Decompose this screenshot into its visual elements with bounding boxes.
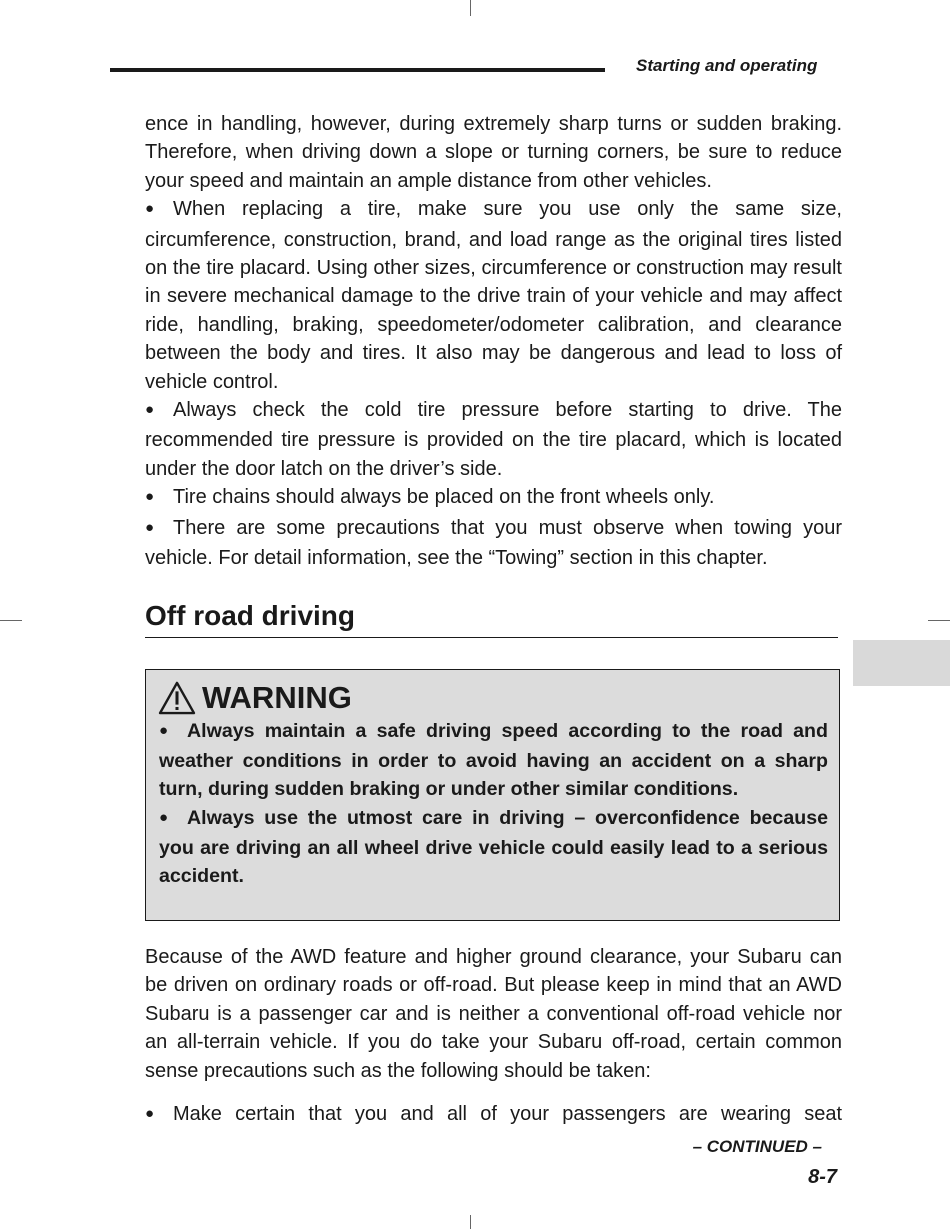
paragraph: Because of the AWD feature and higher ground clearance, your Subaru can be driven on ordinary roads or off-road. But please keep in mind that an AWD Subaru is a passenger car and is neither a conventional off-road vehicle nor an all-terrain vehicle. If you do take your Subaru off-road, certain common sense precautions such as the following should be taken:: [145, 946, 842, 1082]
bullet-item: ●Always check the cold tire pressure before starting to drive. The recommended tire pressure is provided on the tire placard, which is located under the door latch on the driver’s side.: [145, 396, 842, 483]
intro-text: [145, 110, 842, 573]
bullet-item: ●When replacing a tire, make sure you use only the same size, circumference, construction, brand, and load range as the original tires listed on the tire placard. Using other sizes, circumference or construction may result in severe mechanical damage to the drive train of your vehicle and may affect ride, handling, braking, speedometer/odometer calibration, and clearance between the body and tires. It also may be dangerous and lead to loss of vehicle control.: [145, 195, 842, 396]
crop-mark-bottom: [470, 1215, 471, 1229]
bullet-item: ●There are some precautions that you must observe when towing your vehicle. For detail information, see the “Towing” section in this chapter.: [145, 514, 842, 573]
bullet-icon: [145, 1100, 173, 1130]
bullet-icon: [145, 514, 173, 544]
warning-item: ●Always use the utmost care in driving – overconfidence because you are driving an all wheel drive vehicle could easily lead to a serious accident.: [159, 804, 828, 891]
page-number: 8-7: [808, 1166, 837, 1188]
crop-mark-left: [0, 620, 22, 621]
bullet-icon: [159, 717, 187, 747]
warning-triangle-icon: [158, 681, 196, 715]
bullet-icon: [145, 195, 173, 225]
section-heading: Off road driving: [145, 600, 355, 631]
warning-header: [158, 680, 352, 716]
header-rule: [110, 68, 605, 72]
bullet-item: ●Make certain that you and all of your passengers are wearing seat: [145, 1100, 842, 1130]
bullet-icon: [145, 396, 173, 426]
section-heading-rule: [145, 637, 838, 638]
section-title: Starting and operating: [636, 56, 818, 75]
crop-mark-right: [928, 620, 950, 621]
continued-label: – CONTINUED –: [692, 1137, 822, 1156]
chapter-tab-marker: [853, 640, 950, 686]
paragraph: ence in handling, however, during extremely sharp turns or sudden braking. Therefore, when driving down a slope or turning corners, be sure to reduce your speed and maintain an ample distance from other vehicles.: [145, 113, 842, 192]
bullet-item: ●Tire chains should always be placed on the front wheels only.: [145, 483, 842, 513]
body-text: [145, 943, 842, 1085]
warning-item: ●Always maintain a safe driving speed according to the road and weather conditions in order to avoid having an accident on a sharp turn, during sudden braking or under other similar conditions.: [159, 717, 828, 804]
bullet-icon: [159, 804, 187, 834]
crop-mark-top: [470, 0, 471, 16]
warning-text: [159, 717, 828, 890]
warning-box: [145, 669, 840, 921]
warning-title: WARNING: [202, 680, 352, 715]
bullet-icon: [145, 483, 173, 513]
